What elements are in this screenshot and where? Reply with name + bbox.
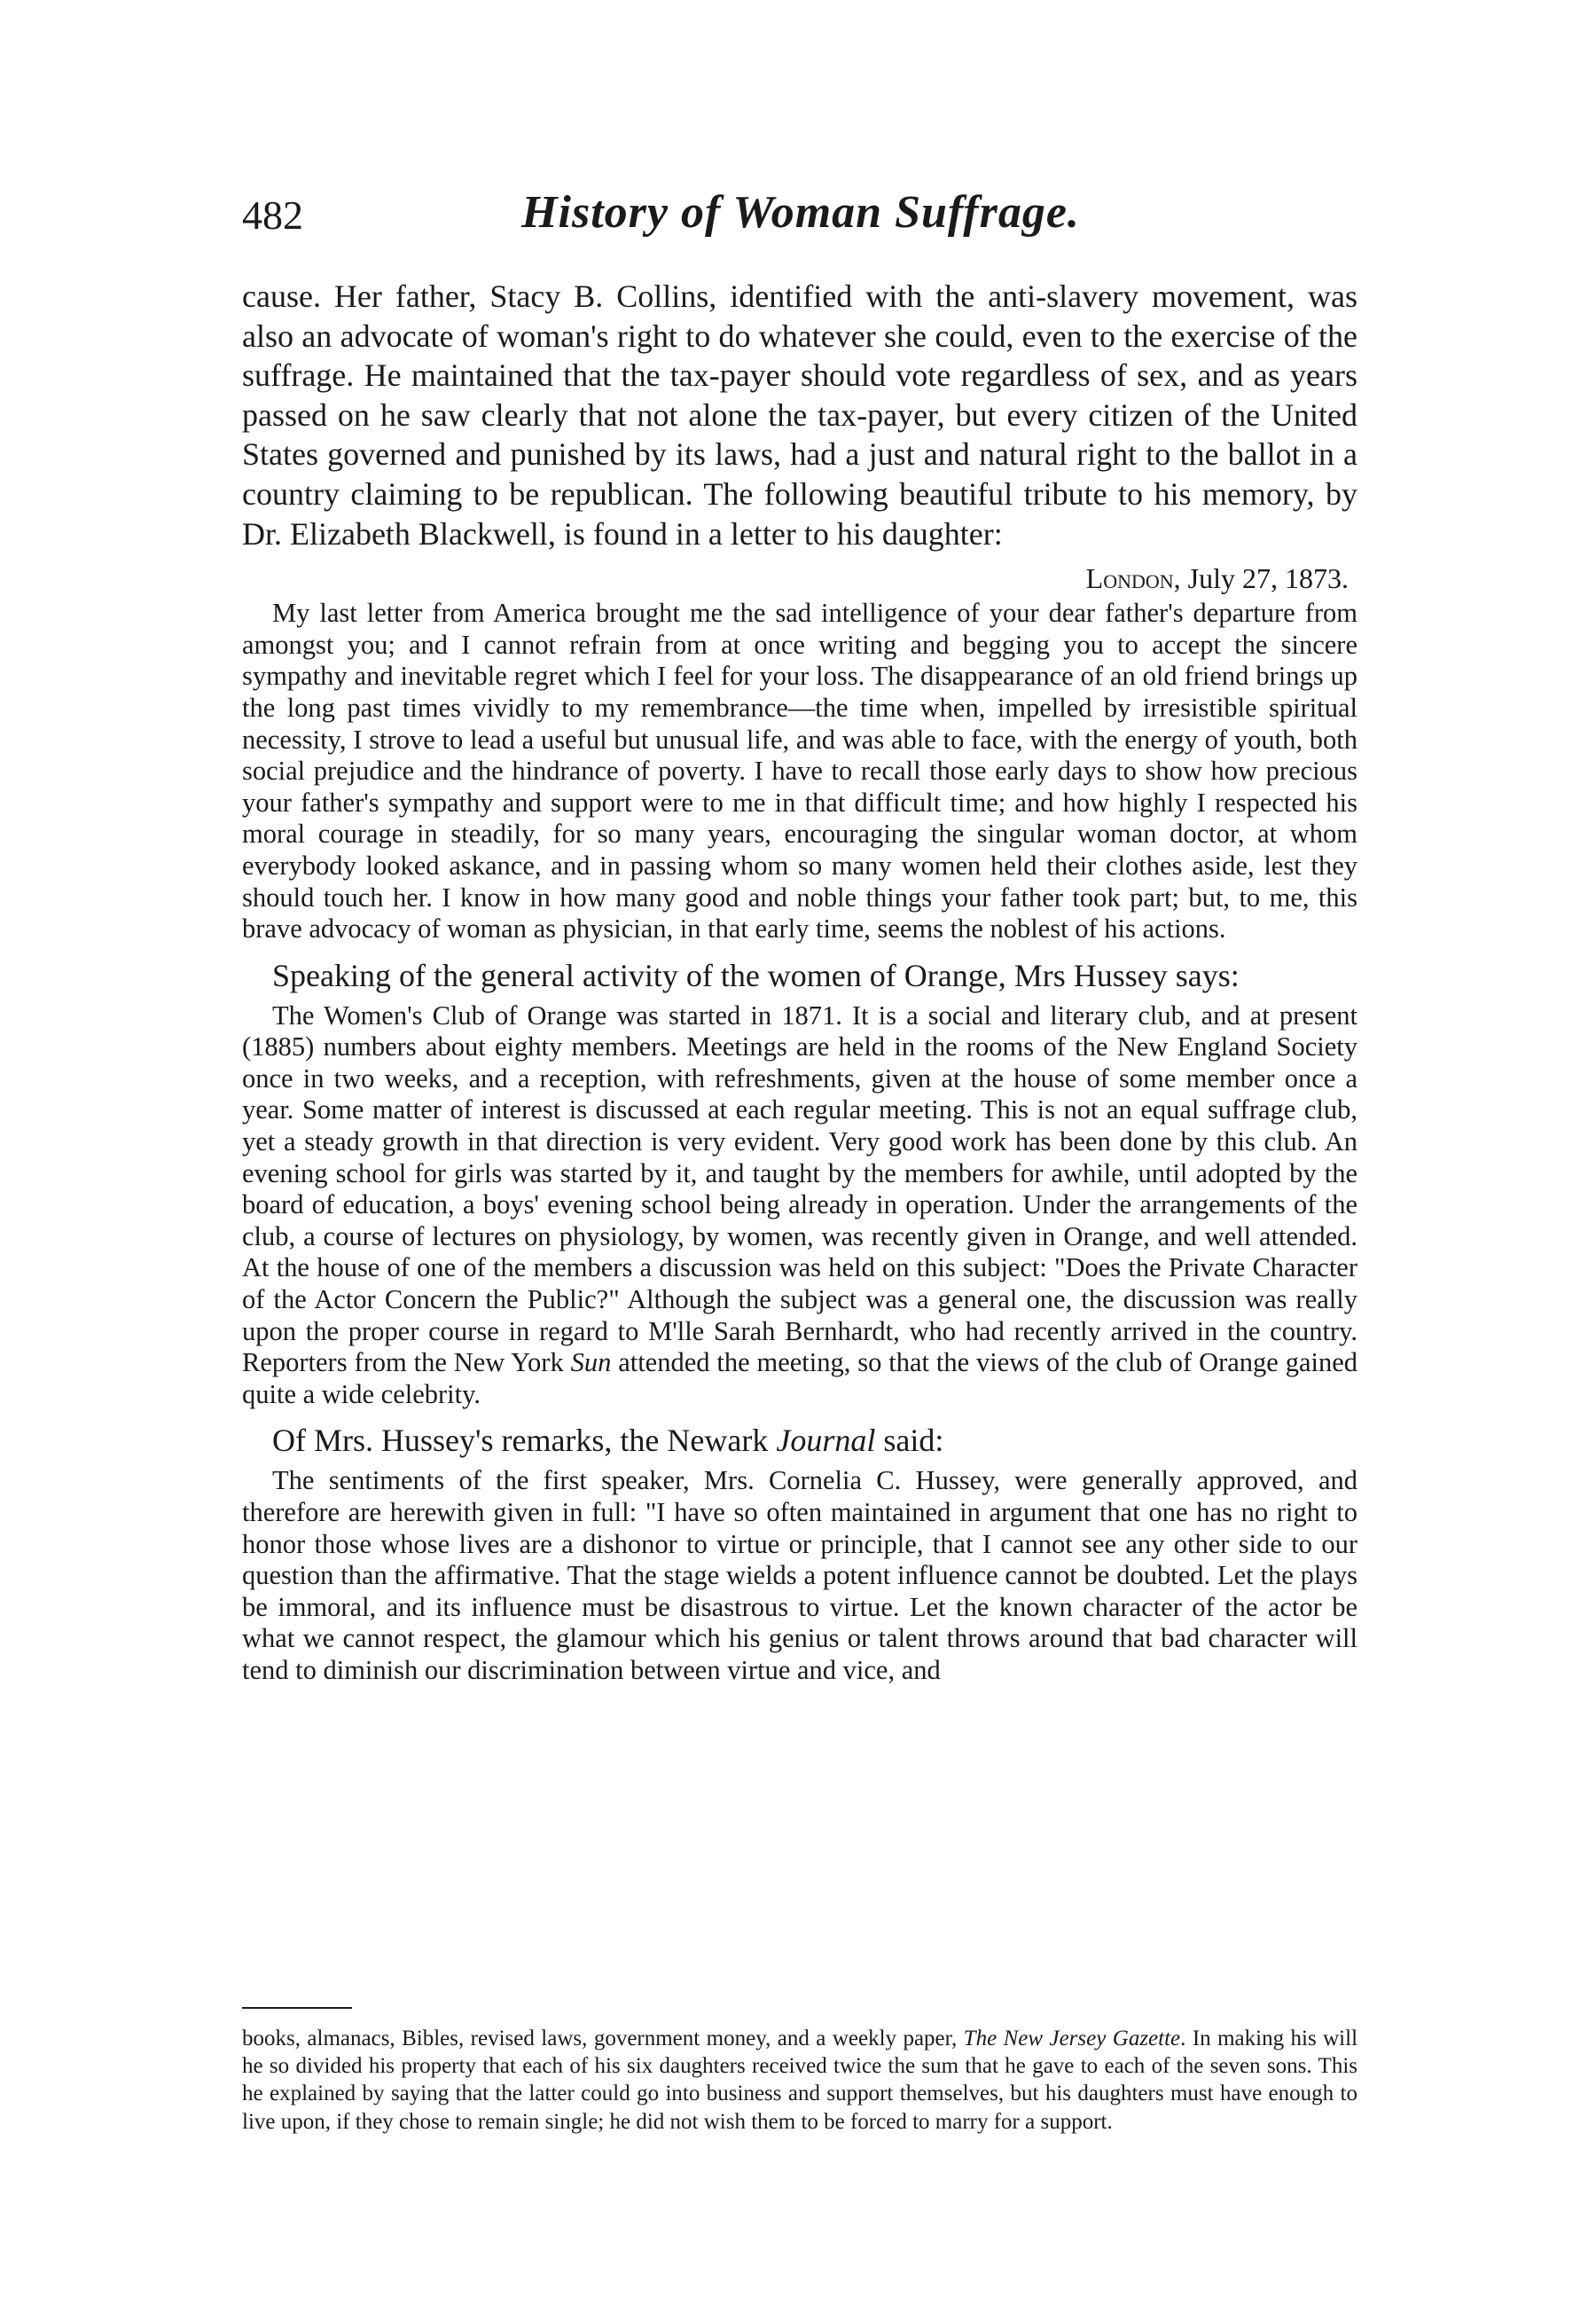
journal-quote: The sentiments of the first speaker, Mrs. Cornelia C. Hussey, were generally approved, and therefore are herewith given in full: "I have so often maintained in argument that one has no right to honor those whose lives are a dishonor to virtue or principle, that I cannot see any other side to our question than the affirmative. That the stage wields a potent influence cannot be doubted. Let the plays be immoral, and its influence must be disastrous to virtue. Let the known character of the actor be what we cannot respect, the glamour which his genius or talent throws around that bad character will tend to diminish our discrimination between virtue and vice, and (242, 1465, 1357, 1685)
womens-club-quote (242, 1000, 1357, 1411)
page-header (242, 186, 1359, 248)
journal-lead-text: Of Mrs. Hussey's remarks, the Newark (272, 1423, 777, 1459)
dateline-place: London (1085, 562, 1174, 595)
paragraph-collins: cause. Her father, Stacy B. Collins, identified with the anti-slavery movement, was also an advocate of woman's right to do whatever she could, even to the exercise of the suffrage. He maintained that the tax-payer should vote regardless of sex, and as years passed on he saw clearly that not alone the tax-payer, but every citizen of the United States governed and punished by its laws, had a just and natural right to the ballot in a country claiming to be republican. The following beautiful tribute to his memory, by Dr. Elizabeth Blackwell, is found in a letter to his daughter: (242, 278, 1357, 552)
paragraph-hussey-speaking: Speaking of the general activity of the women of Orange, Mrs Hussey says: (272, 957, 1240, 993)
journal-title: Journal (776, 1423, 876, 1459)
footnote-rule (242, 2007, 352, 2009)
page-number: 482 (242, 192, 303, 238)
club-quote-text: The Women's Club of Orange was started in 1871. It is a social and literary club, and at present (1885) numbers about eighty members. Meetings are held in the rooms of the New England Society once in two weeks, and a reception, with refreshments, given at the house of some member once a year. Some matter of interest is discussed at each regular meeting. This is not an equal suffrage club, yet a steady growth in that direction is very evident. Very good work has been done by this club. An evening school for girls was started by it, and taught by the members for awhile, until adopted by the board of education, a boys' evening school being already in operation. Under the arrangements of the club, a course of lectures on physiology, by women, was recently given in Orange, and well attended. At the house of one of the members a discussion was held on this subject: "Does the Private Character of the Actor Concern the Public?" Although the subject was a general one, the discussion was really upon the proper course in regard to M'lle Sarah Bernhardt, who had recently arrived in the country. Reporters from the New York (242, 1000, 1357, 1378)
footnote-text: books, almanacs, Bibles, revised laws, government money, and a weekly paper, (242, 2027, 964, 2050)
blackwell-letter: My last letter from America brought me the sad intelligence of your dear father's departure from amongst you; and I cannot refrain from at once writing and begging you to accept the sincere sympathy and inevitable regret which I feel for your loss. The disappearance of an old friend brings up the long past times vividly to my remembrance—the time when, impelled by irresistible spiritual necessity, I strove to lead a useful but unusual life, and was able to face, with the energy of youth, both social prejudice and the hindrance of poverty. I have to recall those early days to show how precious your father's sympathy and support were to me in that difficult time; and how highly I respected his moral courage in steadily, for so many years, encouraging the singular woman doctor, at whom everybody looked askance, and in passing whom so many women held their clothes aside, lest they should touch her. I know in how many good and noble things your father took part; but, to me, this brave advocacy of woman as physician, in that early time, seems the noblest of his actions. (242, 598, 1357, 945)
newspaper-title: Sun (570, 1347, 612, 1378)
running-title: History of Woman Suffrage. (521, 187, 1080, 238)
journal-lead-end: said: (875, 1423, 944, 1459)
club-quote-text-end: attended the meeting, so that the views of the club of Orange gained quite a wide celebrity. (242, 1347, 1358, 1409)
footnote (242, 2025, 1357, 2136)
letter-dateline (242, 559, 1357, 598)
paragraph-newark-journal (242, 1421, 1357, 1460)
dateline-date: , July 27, 1873. (1173, 562, 1349, 595)
footnote-paper-title: The New Jersey Gazette (963, 2027, 1181, 2050)
footnote-text-end: . In making his will he so divided his property that each of his six daughters received twice the sum that he gave to each of the seven sons. This he explained by saying that the latter could go into business and support themselves, but his daughters must have enough to live upon, if they chose to remain single; he did not wish them to be forced to marry for a support. (242, 2027, 1358, 2134)
page-body (242, 277, 1357, 1687)
